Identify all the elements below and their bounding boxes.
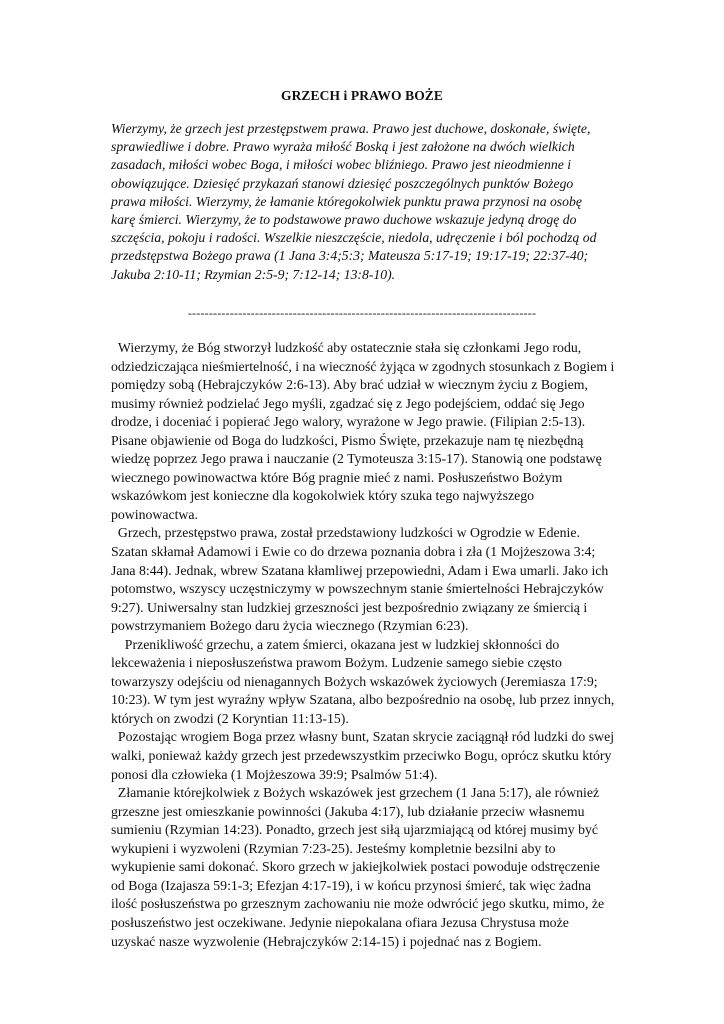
body-paragraph: Grzech, przestępstwo prawa, został przedstawiony ludzkości w Ogrodzie w Edenie. Szatan skłamał Adamowi i Ewie co do drzewa poznania dobra i zła (1 Mojżeszowa 3:4; Jana 8:44). Jednak, wbrew Szatana kłamliwej przepowiedni, Adam i Ewa umarli. Jako ich potomstwo, wszyscy uczęstniczymy w powszechnym stanie śmiertelności Hebrajczyków 9:27). Uniwersalny stan ludzkiej grzeszności jest bezpośrednio związany ze śmiercią i powstrzymaniem Bożego daru życia wiecznego (Rzymian 6:23).: [111, 525, 612, 634]
document-title: GRZECH i PRAWO BOŻE: [280, 88, 444, 103]
body-paragraph: Pozostając wrogiem Boga przez własny bunt, Szatan skrycie zaciągnął ród ludzki do swej walki, ponieważ każdy grzech jest przedewszystkim przeciwko Bogu, oprócz skutku który ponosi dla człowieka (1 Mojżeszowa 39:9; Psalmów 51:4).: [111, 729, 618, 782]
document-body: [111, 339, 616, 951]
intro-statement: Wierzymy, że grzech jest przestępstwem prawa. Prawo jest duchowe, doskonałe, święte, sprawiedliwe i dobre. Prawo wyraża miłość Boską i jest założone na dwóch wielkich zasadach, miłości wobec Boga, i miłości wobec bliźniego. Prawo jest nieodmienne i obowiązujące. Dziesięć przykazań stanowi dziesięć poszczególnych punktów Bożego prawa miłości. Wierzymy, że łamanie któregokolwiek punktu prawa przynosi na osobę karę śmierci. Wierzymy, że to podstawowe prawo duchowe wskazuje jedyną drogę do szczęścia, pokoju i radości. Wszelkie nieszczęście, niedola, udręczenie i ból pochodzą od przedstępstwa Bożego prawa (1 Jana 3:4;5:3; Mateusza 5:17-19; 19:17-19; 22:37-40; Jakuba 2:10-11; Rzymian 2:5-9; 7:12-14; 13:8-10).: [111, 121, 597, 282]
body-paragraph: Wierzymy, że Bóg stworzył ludzkość aby ostatecznie stała się członkami Jego rodu, odziedziczająca nieśmiertelność, i na wieczność żyjąca w zgodnych stosunkach z Bogiem i pomiędzy sobą (Hebrajczyków 2:6-13). Aby brać udział w wiecznym życiu z Bogiem, musimy również podzielać Jego myśli, zgadzać się z Jego podejściem, oddać się Jego drodze, i doceniać i popierać Jego walory, wyrażone w Jego prawie. (Filipian 2:5-13). Pisane objawienie od Boga do ludzkości, Pismo Święte, przekazuje nam tę niezbędną wiedzę poprzez Jego prawa i nauczanie (2 Tymoteusza 3:15-17). Stanowią one podstawę wiecznego powinowactwa które Bóg pragnie mieć z nami. Posłuszeństwo Bożym wskazówkom jest konieczne dla kogokolwiek który szuka tego najwyższego powinowactwa.: [111, 340, 618, 522]
dashed-divider: -----------------------------------------------------------------------------------: [187, 306, 537, 320]
body-paragraph: Złamanie którejkolwiek z Bożych wskazówek jest grzechem (1 Jana 5:17), ale również grzeszne jest omieszkanie powinności (Jakuba 4:17), lub działanie przeciw własnemu sumieniu (Rzymian 14:23). Ponadto, grzech jest siłą ujarzmiającą od której musimy być wykupieni i wyzwoleni (Rzymian 7:23-25). Jesteśmy kompletnie bezsilni aby to wykupienie sami dokonać. Skoro grzech w jakiejkolwiek postaci powoduje odstręczenie od Boga (Izajasza 59:1-3; Efezjan 4:17-19), i w końcu przynosi śmierć, tak więc żadna ilość posłuszeństwa po grzesznym zachowaniu nie może odwrócić jego skutku, mimo, że posłuszeństwo jest oczekiwane. Jedynie niepokalana ofiara Jezusa Chrystusa może uzyskać nasze wyzwolenie (Hebrajczyków 2:14-15) i pojednać nas z Bogiem.: [111, 785, 608, 949]
body-paragraph: Przenikliwość grzechu, a zatem śmierci, okazana jest w ludzkiej skłonności do lekceważenia i nieposłuszeństwa prawom Bożym. Ludzenie samego siebie często towarzyszy odejściu od nienagannych Bożych wskazówek życiowych (Jeremiasza 17:9; 10:23). W tym jest wyraźny wpływ Szatana, albo bezpośrednio na osobę, lub przez innych, których on zwodzi (2 Koryntian 11:13-15).: [111, 636, 618, 726]
